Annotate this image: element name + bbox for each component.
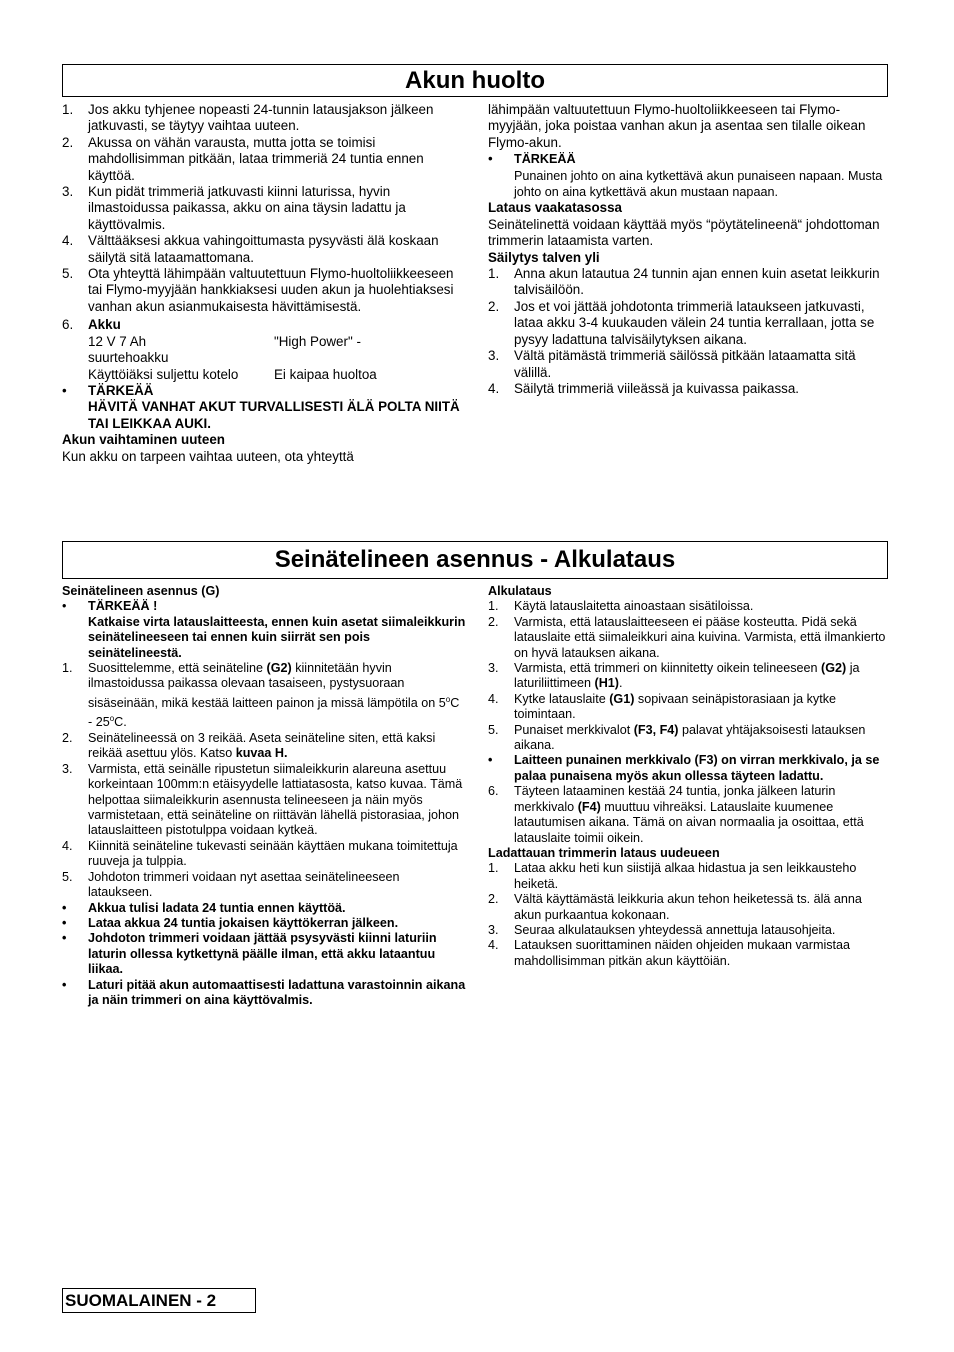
list-item: 2. Akussa on vähän varausta, mutta jotta se toimisi mahdollisimman pitkään, lataa trimmeriä 24 tuntia ennen käyttöä. xyxy=(62,134,424,183)
spec-row: Käyttöiäksi suljettu kotelo Ei kaipaa huoltoa xyxy=(88,366,377,382)
warning-text: Katkaise virta latauslaitteesta, ennen kuin asetat siimaleikkurin seinätelineeseen tai ennen kuin siirrät sen pois seinätelineestä. xyxy=(88,614,466,660)
bullet-item: • Akkua tulisi ladata 24 tuntia ennen käyttöä. xyxy=(62,900,346,915)
subheading-lataus-vaakatasossa: Lataus vaakatasossa xyxy=(488,200,622,216)
list-item: 4. Välttääksesi akkua vahingoittumasta pysyvästi älä koskaan säilytä sitä lataamattomana. xyxy=(62,233,439,265)
list-item: 1. Suosittelemme, että seinäteline (G2) kiinnitetään hyvin ilmastoidussa paikassa olevaan tasaiseen, pystysuoraan sisäseinään, mikä kestää laitteen painon ja missä lämpötila on 5$^o$C - 25$^o$C. xyxy=(62,661,460,730)
winter-storage-list xyxy=(488,266,890,397)
paragraph: Seinätelinettä voidaan käyttää myös “pöytätelineenä“ johdottoman trimmerin lataamista varten. xyxy=(488,216,880,249)
list-item: 1. Anna akun latautua 24 tunnin ajan ennen kuin asetat leikkurin talvisäilöön. xyxy=(488,266,880,298)
battery-spec-table xyxy=(62,334,462,383)
important-text: Punainen johto on aina kytkettävä akun punaiseen napaan. Musta johto on aina kytkettävä akun mustaan napaan. xyxy=(514,168,883,200)
important-note: • TÄRKEÄÄ xyxy=(488,151,576,167)
spec-row-continuation: suurtehoakku xyxy=(88,350,169,366)
list-item: 3. Seuraa alkulatauksen yhteydessä annettuja latausohjeita. xyxy=(488,922,836,937)
section-title-akun-huolto: Akun huolto xyxy=(62,64,888,97)
alkulataus-right-column xyxy=(488,584,890,969)
list-item: 1. Käytä latauslaitetta ainoastaan sisätiloissa. xyxy=(488,599,754,614)
paragraph: Kun akku on tarpeen vaihtaa uuteen, ota yhteyttä xyxy=(62,448,354,464)
bullet-item: • Laturi pitää akun automaattisesti ladattuna varastoinnin aikana ja näin trimmeri on aina käyttövalmis. xyxy=(62,977,466,1007)
warning-note: • TÄRKEÄÄ xyxy=(62,382,154,398)
subheading-alkulataus: Alkulataus xyxy=(488,584,552,598)
list-item: 5. Johdoton trimmeri voidaan nyt asettaa seinätelineeseen lataukseen. xyxy=(62,869,400,900)
list-item: 4. Kytke latauslaite (G1) sopivaan seinäpistorasiaan ja kytke toimintaan. xyxy=(488,691,837,722)
list-item: 5. Punaiset merkkivalot (F3, F4) palavat yhtäjaksoisesti latauksen aikana. xyxy=(488,722,866,753)
battery-spec-item: 6. Akku xyxy=(62,317,121,333)
list-item: 2. Jos et voi jättää johdotonta trimmeriä lataukseen jatkuvasti, lataa akku 3-4 kuukauden välein 24 tuntia kerrallaan, jotta se pysyy ladattuna talvisäilytyksen aikana. xyxy=(488,298,875,347)
bullet-item: • Lataa akkua 24 tuntia jokaisen käyttökerran jälkeen. xyxy=(62,915,399,930)
list-item: 1. Jos akku tyhjenee nopeasti 24-tunnin latausjakson jälkeen jatkuvasti, se täytyy vaihtaa uuteen. xyxy=(62,102,434,134)
akun-huolto-left-column xyxy=(62,102,462,465)
list-item: 5. Ota yhteyttä lähimpään valtuutettuun Flymo-huoltoliikkeeseen tai Flymo-myyjään hankkiaksesi uuden akun ja huolehtiaksesi vanhan akun asianmukaisesta hävittämisestä. xyxy=(62,266,454,314)
list-item: 2. Seinätelineessä on 3 reikää. Aseta seinäteline siten, että kaksi reikää asettuu ylös. Katso kuvaa H. xyxy=(62,731,436,761)
subheading-sailytys: Säilytys talven yli xyxy=(488,249,600,265)
section-title-seinatelineen-asennus: Seinätelineen asennus - Alkulataus xyxy=(62,541,888,579)
list-item: 4. Säilytä trimmeriä viileässä ja kuivassa paikassa. xyxy=(488,380,800,396)
paragraph: lähimpään valtuutettuun Flymo-huoltoliikkeeseen tai Flymo-myyjään, joka poistaa vanhan akun ja asentaa sen tilalle oikean Flymo-akun. xyxy=(488,102,866,150)
akun-huolto-right-column xyxy=(488,102,890,397)
maintenance-list xyxy=(62,102,462,315)
list-item: 6. Täyteen lataaminen kestää 24 tuntia, jonka jälkeen laturin merkkivalo (F4) muuttuu vihreäksi. Latauslaite kuumenee latautumisen aikana. Tämä on aivan normaalia ja osoittaa, että latauslaite toimii oikein. xyxy=(488,784,864,845)
list-item: 4. Kiinnitä seinäteline tukevasti seinään käyttäen mukana toimitettuja ruuveja ja tulppia. xyxy=(62,838,458,869)
list-item: 4. Latauksen suorittaminen näiden ohjeiden mukaan varmistaa mahdollisimman pitkän akun käyttöiän. xyxy=(488,938,851,968)
list-item: 3. Vältä pitämästä trimmeriä säilössä pitkään lataamatta sitä välillä. xyxy=(488,348,856,380)
spec-row: 12 V 7 Ah "High Power" - xyxy=(88,333,361,349)
page-footer-label: SUOMALAINEN - 2 xyxy=(62,1288,256,1313)
subheading-lataus-uudelleen: Ladattauan trimmerin lataus uudeueen xyxy=(488,845,720,860)
subheading-seinatelineen-asennus: Seinätelineen asennus (G) xyxy=(62,584,220,598)
list-item: 3. Kun pidät trimmeriä jatkuvasti kiinni laturissa, hyvin ilmastoidussa paikassa, akku on aina täysin ladattu ja käyttövalmis. xyxy=(62,184,406,232)
list-item: 3. Varmista, että seinälle ripustetun siimaleikkurin alareuna asettuu korkeintaan 100mm:n etäisyydelle lattiatasosta, katso kuvaa. Tämä helpottaa siimaleikkurin asennusta telineeseen ja näin myös varmistetaan, että seinäteline on riittävän lähellä pistorasiaa, johon latauslaitteen pistotulppa voidaan kytkeä. xyxy=(62,761,463,838)
list-item: 1. Lataa akku heti kun siistijä alkaa hidastua ja sen leikkausteho heiketä. xyxy=(488,861,857,891)
warning-note: • TÄRKEÄÄ ! xyxy=(62,599,158,614)
list-item: 2. Vältä käyttämästä leikkuria akun tehon heiketessä ts. älä anna akun purkaantua kokonaan. xyxy=(488,892,862,922)
bullet-item: • Laitteen punainen merkkivalo (F3) on virran merkkivalo, ja se palaa punaisena myös akun ollessa täyteen ladattu. xyxy=(488,753,880,783)
list-item: 3. Varmista, että trimmeri on kiinnitetty oikein telineeseen (G2) ja laturiliittimeen (H1). xyxy=(488,661,860,691)
list-item: 2. Varmista, että latauslaitteeseen ei pääse kosteutta. Pidä sekä latauslaite että siimaleikkuri aina kuivina. Varmista, että ilmankierto on hyvä latauksen aikana. xyxy=(488,614,886,660)
asennus-left-column xyxy=(62,584,466,1008)
warning-text: HÄVITÄ VANHAT AKUT TURVALLISESTI ÄLÄ POLTA NIITÄ TAI LEIKKAA AUKI. xyxy=(88,399,460,431)
bullet-item: • Johdoton trimmeri voidaan jättää psysyvästi kiinni laturiin laturin ollessa kytkettynä päälle ilman, että akku lataantuu liikaa. xyxy=(62,931,437,977)
subheading-akun-vaihtaminen: Akun vaihtaminen uuteen xyxy=(62,432,225,448)
